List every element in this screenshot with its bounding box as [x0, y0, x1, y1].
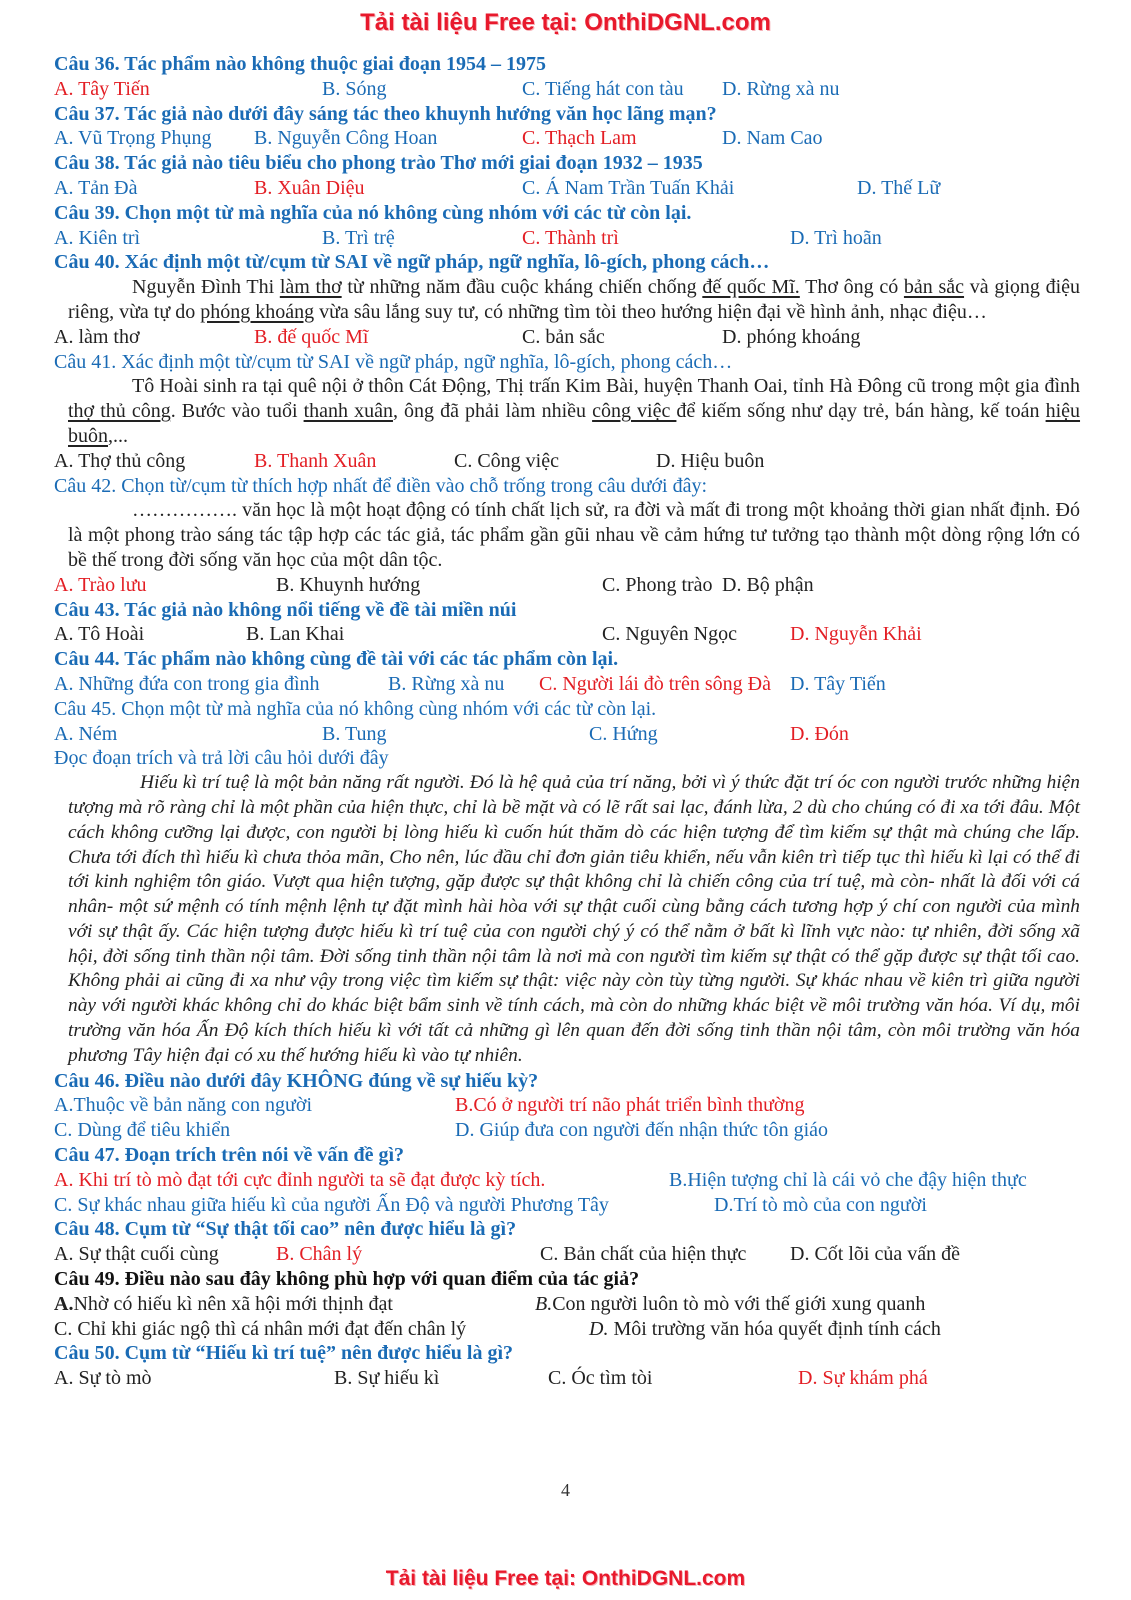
question-46-option-a[interactable]: A.Thuộc về bản năng con người	[54, 1094, 313, 1117]
question-40-option-b[interactable]: B. đế quốc Mĩ	[254, 325, 369, 348]
page-number: 4	[561, 1480, 570, 1500]
question-47-stem: Câu 47. Đoạn trích trên nói về vấn đề gì?	[54, 1144, 404, 1167]
question-47-options-row-1	[54, 1168, 1080, 1193]
question-46-option-b[interactable]: B.Có ở người trí não phát triển bình thường	[455, 1094, 805, 1117]
question-46-options-row-1	[54, 1093, 1080, 1118]
question-37	[54, 102, 1080, 127]
question-45-options	[54, 722, 1080, 747]
question-43-options	[54, 622, 1080, 647]
question-48-option-c[interactable]: C. Bản chất của hiện thực	[540, 1243, 747, 1266]
question-48-stem: Câu 48. Cụm từ “Sự thật tối cao” nên được hiểu là gì?	[54, 1218, 517, 1241]
question-44-option-a[interactable]: A. Những đứa con trong gia đình	[54, 672, 320, 695]
question-40-option-a[interactable]: A. làm thơ	[54, 325, 140, 348]
question-37-option-a[interactable]: A. Vũ Trọng Phụng	[54, 127, 212, 150]
question-36-option-b[interactable]: B. Sóng	[322, 77, 387, 100]
question-37-options	[54, 126, 1080, 151]
question-49-option-d[interactable]: D. Môi trường văn hóa quyết định tính cách	[589, 1317, 941, 1340]
question-43-option-d[interactable]: D. Nguyễn Khải	[790, 623, 922, 646]
question-45-option-b[interactable]: B. Tung	[322, 722, 387, 745]
question-45-option-d[interactable]: D. Đón	[790, 722, 849, 745]
underlined-phrase: hiệu buôn	[68, 400, 1081, 447]
question-38-option-d[interactable]: D. Thế Lữ	[857, 176, 941, 199]
question-38-options	[54, 176, 1080, 201]
question-43	[54, 598, 1080, 623]
question-36-stem: Câu 36. Tác phẩm nào không thuộc giai đoạn 1954 – 1975	[54, 53, 546, 75]
question-43-stem: Câu 43. Tác giả nào không nổi tiếng về đề tài miền núi	[54, 598, 517, 621]
question-45	[54, 697, 1080, 722]
question-36-option-a[interactable]: A. Tây Tiến	[54, 77, 150, 100]
question-41-stem: Câu 41. Xác định một từ/cụm từ SAI về ngữ pháp, ngữ nghĩa, lô-gích, phong cách…	[54, 350, 733, 373]
question-48-option-b[interactable]: B. Chân lý	[276, 1243, 363, 1266]
underlined-phrase: công việc	[592, 400, 677, 423]
question-41-option-a[interactable]: A. Thợ thủ công	[54, 449, 186, 472]
question-48-options	[54, 1242, 1080, 1267]
question-41-option-c[interactable]: C. Công việc	[454, 449, 559, 472]
underlined-phrase: làm thơ	[279, 276, 342, 299]
question-44-stem: Câu 44. Tác phẩm nào không cùng đề tài với các tác phẩm còn lại.	[54, 648, 619, 671]
question-41-option-b[interactable]: B. Thanh Xuân	[254, 449, 377, 472]
question-48-option-a[interactable]: A. Sự thật cuối cùng	[54, 1243, 219, 1266]
underlined-phrase: bản sắc	[903, 276, 965, 299]
question-47	[54, 1143, 1080, 1168]
question-47-option-b[interactable]: B.Hiện tượng chỉ là cái vỏ che đậy hiện thực	[669, 1168, 1027, 1191]
question-46-options-row-2	[54, 1118, 1080, 1143]
question-40-stem: Câu 40. Xác định một từ/cụm từ SAI về ngữ pháp, ngữ nghĩa, lô-gích, phong cách…	[54, 251, 770, 274]
question-43-option-c[interactable]: C. Nguyên Ngọc	[602, 623, 737, 646]
question-48-option-d[interactable]: D. Cốt lõi của vấn đề	[790, 1243, 960, 1266]
question-38-option-a[interactable]: A. Tản Đà	[54, 176, 138, 199]
question-49	[54, 1267, 1080, 1292]
question-37-option-d[interactable]: D. Nam Cao	[722, 127, 823, 150]
question-42-passage: ……………. văn học là một hoạt động có tính chất lịch sử, ra đời và mất đi trong một khoảng thời gian nhất định. Đó là một phong trào sáng tác tập hợp các tác giả, tác phẩm gần gũi nhau về cảm hứng tư tưởng tạo thành một dòng rộng lớn có bề thế trong đời sống văn học của một dân tộc.	[68, 499, 1080, 571]
underlined-phrase: đế quốc Mĩ.	[702, 276, 800, 299]
question-39-options	[54, 226, 1080, 251]
question-49-options-row-2	[54, 1317, 1080, 1342]
question-36-option-d[interactable]: D. Rừng xà nu	[722, 77, 840, 100]
question-39	[54, 201, 1080, 226]
question-40-option-c[interactable]: C. bản sắc	[522, 325, 605, 348]
question-37-stem: Câu 37. Tác giả nào dưới đây sáng tác theo khuynh hướng văn học lãng mạn?	[54, 102, 717, 125]
question-44-option-d[interactable]: D. Tây Tiến	[790, 672, 886, 695]
question-43-option-b[interactable]: B. Lan Khai	[246, 623, 345, 646]
question-45-stem: Câu 45. Chọn một từ mà nghĩa của nó không cùng nhóm với các từ còn lại.	[54, 697, 657, 720]
reading-passage: Hiếu kì trí tuệ là một bản năng rất người. Đó là hệ quả của trí năng, bởi vì ý thức đặt trí óc con người trước những hiện tượng mà rõ ràng chỉ là một phần của hiện thực, chỉ là bề mặt và có lẽ rất sai lạc, đánh lừa, 2 dù cho chúng có đi xa tới đâu. Một cách không cưỡng lại được, con người bị lòng hiếu kì cuốn hút thăm dò các hiện tượng để tìm kiếm sự thật mà chúng che lấp. Chưa tới đích thì hiếu kì chưa thỏa mãn, Cho nên, lúc đầu chỉ đơn giản tiêu khiển, nếu vẫn kiên trì tiếp tục thì hiếu kì lại có thể đi tới kinh nghiệm tôn giáo. Vượt qua hiện tượng, gặp được sự thật không chỉ là chiến công của trí tuệ, mà còn- nhất là đối với cá nhân- một sứ mệnh có tính mệnh lệnh tự đặt mình hài hòa với sự thật cuối cùng bằng cách tương hợp ý chí con người của mình với sự thật ấy. Các hiện tượng được hiếu kì trí tuệ của con người chý ý có thể nằm ở bất kì lĩnh vực nào: tự nhiên, đời sống xã hội, đời sống tinh thần nội tâm. Đời sống tinh thần nội tâm là nơi mà con người tìm kiếm sự thật có thể gặp được sự thật tối cao. Không phải ai cũng đi xa như vậy trong việc tìm kiếm sự thật: việc này còn tùy từng người. Sự khác nhau về kiên trì giữa người này với người khác không chỉ do khác biệt bẩm sinh về tính cách, mà còn do những khác biệt về môi trường văn hóa. Ví dụ, môi trường văn hóa Ấn Độ kích thích hiếu kì với tất cả những gì lên quan đến đời sống tinh thần nội tâm, còn môi trường văn hóa phương Tây hiện đại có xu thế hướng hiếu kì vào tự nhiên.	[68, 772, 1080, 1066]
question-40-passage: Nguyễn Đình Thi làm thơ từ những năm đầu cuộc kháng chiến chống đế quốc Mĩ. Thơ ông có bản sắc và giọng điệu riêng, vừa tự do phóng khoáng vừa sâu lắng suy tư, có những tìm tòi theo hướng hiện đại về hình ảnh, nhạc điệu…	[68, 276, 1081, 323]
question-38-option-b[interactable]: B. Xuân Diệu	[254, 176, 365, 199]
question-38-option-c[interactable]: C. Á Nam Trần Tuấn Khải	[522, 176, 735, 199]
question-41-option-d[interactable]: D. Hiệu buôn	[656, 449, 765, 472]
question-42-option-a[interactable]: A. Trào lưu	[54, 573, 147, 596]
question-40-options	[54, 325, 1080, 350]
question-47-options-row-2	[54, 1193, 1080, 1218]
question-50	[54, 1341, 1080, 1366]
question-36-option-c[interactable]: C. Tiếng hát con tàu	[522, 77, 684, 100]
question-44-option-c[interactable]: C. Người lái đò trên sông Đà	[539, 672, 771, 695]
question-41	[54, 350, 1080, 375]
question-50-stem: Câu 50. Cụm từ “Hiếu kì trí tuệ” nên được hiểu là gì?	[54, 1342, 513, 1365]
question-40-option-d[interactable]: D. phóng khoáng	[722, 325, 861, 348]
question-50-option-b[interactable]: B. Sự hiếu kì	[334, 1367, 440, 1390]
underlined-phrase: thanh xuân	[303, 400, 393, 423]
question-36	[54, 52, 1080, 77]
reading-instruction: Đọc đoạn trích và trả lời câu hỏi dưới đây	[54, 747, 389, 770]
question-41-options	[54, 449, 1080, 474]
question-49-stem: Câu 49. Điều nào sau đây không phù hợp với quan điểm của tác giả?	[54, 1268, 640, 1291]
question-42-options	[54, 573, 1080, 598]
question-50-option-d[interactable]: D. Sự khám phá	[798, 1367, 928, 1390]
question-44-options	[54, 672, 1080, 697]
question-39-option-a[interactable]: A. Kiên trì	[54, 226, 141, 249]
question-45-option-c[interactable]: C. Hứng	[589, 722, 658, 745]
question-42-option-d[interactable]: D. Bộ phận	[722, 573, 814, 596]
header-download-link[interactable]: Tải tài liệu Free tại: OnthiDGNL.com	[360, 9, 771, 36]
question-39-stem: Câu 39. Chọn một từ mà nghĩa của nó không cùng nhóm với các từ còn lại.	[54, 201, 692, 224]
question-46-stem: Câu 46. Điều nào dưới đây KHÔNG đúng về sự hiếu kỳ?	[54, 1069, 539, 1092]
question-41-passage: Tô Hoài sinh ra tại quê nội ở thôn Cát Động, Thị trấn Kim Bài, huyện Thanh Oai, tỉnh Hà Đông cũ trong một gia đình thợ thủ công. Bước vào tuổi thanh xuân, ông đã phải làm nhiều công việc để kiếm sống như dạy trẻ, bán hàng, kế toán hiệu buôn,...	[68, 375, 1081, 447]
exam-content	[54, 52, 1080, 1391]
question-44	[54, 647, 1080, 672]
question-49-option-b[interactable]: B.Con người luôn tò mò với thế giới xung quanh	[535, 1292, 926, 1315]
question-42-option-c[interactable]: C. Phong trào	[602, 573, 713, 596]
question-36-options	[54, 77, 1080, 102]
question-45-option-a[interactable]: A. Ném	[54, 722, 118, 745]
question-38	[54, 151, 1080, 176]
question-47-option-c[interactable]: C. Sự khác nhau giữa hiếu kì của người Ấn Độ và người Phương Tây	[54, 1193, 609, 1216]
question-50-option-a[interactable]: A. Sự tò mò	[54, 1367, 152, 1390]
question-38-stem: Câu 38. Tác giả nào tiêu biểu cho phong trào Thơ mới giai đoạn 1932 – 1935	[54, 152, 703, 175]
question-46-option-d[interactable]: D. Giúp đưa con người đến nhận thức tôn giáo	[455, 1119, 829, 1142]
question-39-option-b[interactable]: B. Trì trệ	[322, 226, 395, 249]
question-49-options-row-1	[54, 1292, 1080, 1317]
question-39-option-c[interactable]: C. Thành trì	[522, 226, 619, 249]
question-39-option-d[interactable]: D. Trì hoãn	[790, 226, 882, 249]
question-37-option-c[interactable]: C. Thạch Lam	[522, 127, 637, 150]
question-46	[54, 1069, 1080, 1094]
question-43-option-a[interactable]: A. Tô Hoài	[54, 623, 145, 646]
underlined-phrase: phóng khoáng	[200, 300, 315, 323]
question-49-option-a[interactable]: A.Nhờ có hiếu kì nên xã hội mới thịnh đạt	[54, 1292, 393, 1315]
question-50-options	[54, 1366, 1080, 1391]
question-48	[54, 1217, 1080, 1242]
question-50-option-c[interactable]: C. Óc tìm tòi	[548, 1367, 653, 1390]
underlined-phrase: thợ thủ công	[68, 400, 171, 423]
question-42-stem: Câu 42. Chọn từ/cụm từ thích hợp nhất để điền vào chỗ trống trong câu dưới đây:	[54, 474, 707, 497]
question-40	[54, 250, 1080, 275]
question-46-option-c[interactable]: C. Dùng để tiêu khiển	[54, 1119, 231, 1142]
question-47-option-d[interactable]: D.Trí tò mò của con người	[714, 1193, 927, 1216]
question-37-option-b[interactable]: B. Nguyễn Công Hoan	[254, 127, 438, 150]
question-42	[54, 474, 1080, 499]
question-42-option-b[interactable]: B. Khuynh hướng	[276, 573, 421, 596]
question-49-option-c[interactable]: C. Chỉ khi giác ngộ thì cá nhân mới đạt đến chân lý	[54, 1317, 467, 1340]
question-44-option-b[interactable]: B. Rừng xà nu	[388, 672, 505, 695]
question-47-option-a[interactable]: A. Khi trí tò mò đạt tới cực đỉnh người ta sẽ đạt được kỳ tích.	[54, 1168, 546, 1191]
footer-download-link[interactable]: Tải tài liệu Free tại: OnthiDGNL.com	[385, 1567, 746, 1590]
